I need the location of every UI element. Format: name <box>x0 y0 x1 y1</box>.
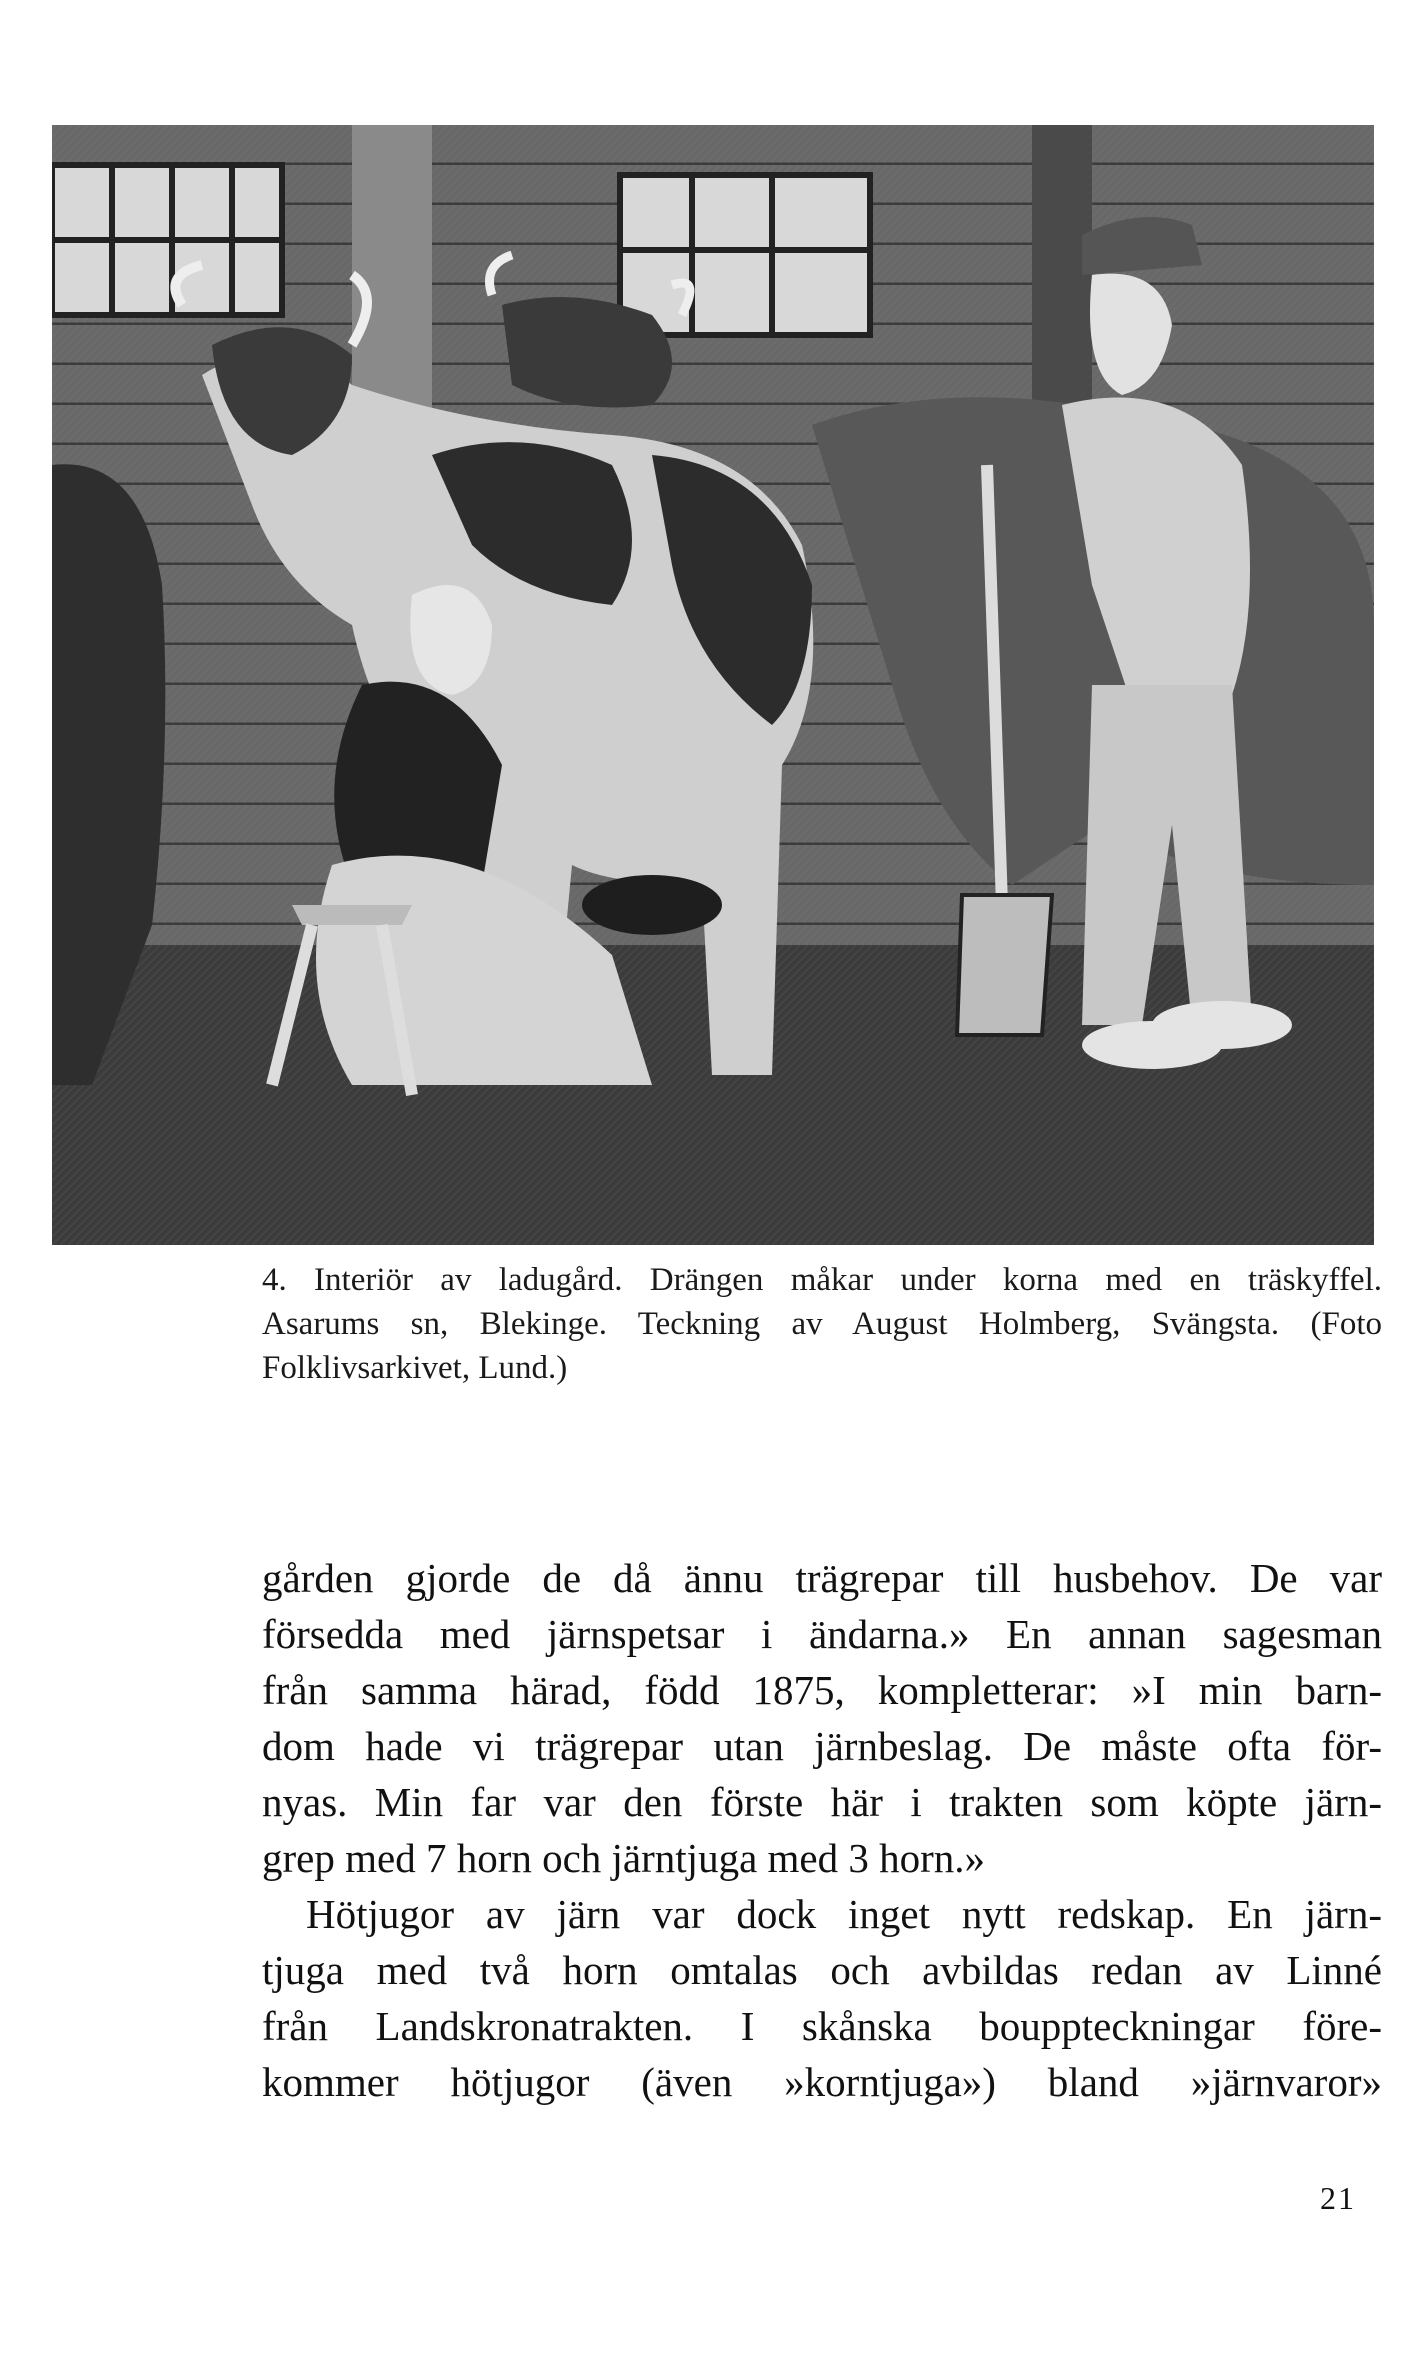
text-line: nyas. Min far var den förste här i trakten som köpte järn- <box>262 1779 1382 1825</box>
text-line: grep med 7 horn och järntjuga med 3 horn.» <box>262 1835 986 1881</box>
text-line: Hötjugor av järn var dock inget nytt redskap. En järn- <box>306 1891 1382 1937</box>
text-line: från samma härad, född 1875, kompletterar: »I min barn- <box>262 1667 1382 1713</box>
caption-line: Folklivsarkivet, Lund.) <box>262 1350 568 1386</box>
window-center <box>620 175 870 335</box>
text-line: dom hade vi trägrepar utan järnbeslag. De måste ofta för- <box>262 1723 1382 1769</box>
caption-line: Asarums sn, Blekinge. Teckning av August Holmberg, Svängsta. (Foto <box>262 1306 1382 1342</box>
window-left <box>52 165 282 315</box>
text-line: tjuga med två horn omtalas och avbildas redan av Linné <box>262 1947 1382 1993</box>
text-line: försedda med järnspetsar i ändarna.» En annan sagesman <box>262 1611 1382 1657</box>
cow-second-head <box>502 297 672 408</box>
caption-line: 4. Interiör av ladugård. Drängen måkar under korna med en träskyffel. <box>262 1262 1382 1298</box>
figure-caption <box>262 1258 1382 1390</box>
illustration-drawing <box>52 125 1374 1245</box>
body-paragraphs <box>262 1550 1382 2110</box>
barn-interior-illustration <box>52 125 1374 1245</box>
wooden-shovel <box>957 895 1052 1035</box>
page-number: 21 <box>1320 2180 1356 2216</box>
text-line: kommer hötjugor (även »korntjuga») bland »järnvaror» <box>262 2059 1382 2105</box>
text-line: från Landskronatrakten. I skånska bouppteckningar före- <box>262 2003 1382 2049</box>
text-line: gården gjorde de då ännu trägrepar till husbehov. De var <box>262 1555 1382 1601</box>
